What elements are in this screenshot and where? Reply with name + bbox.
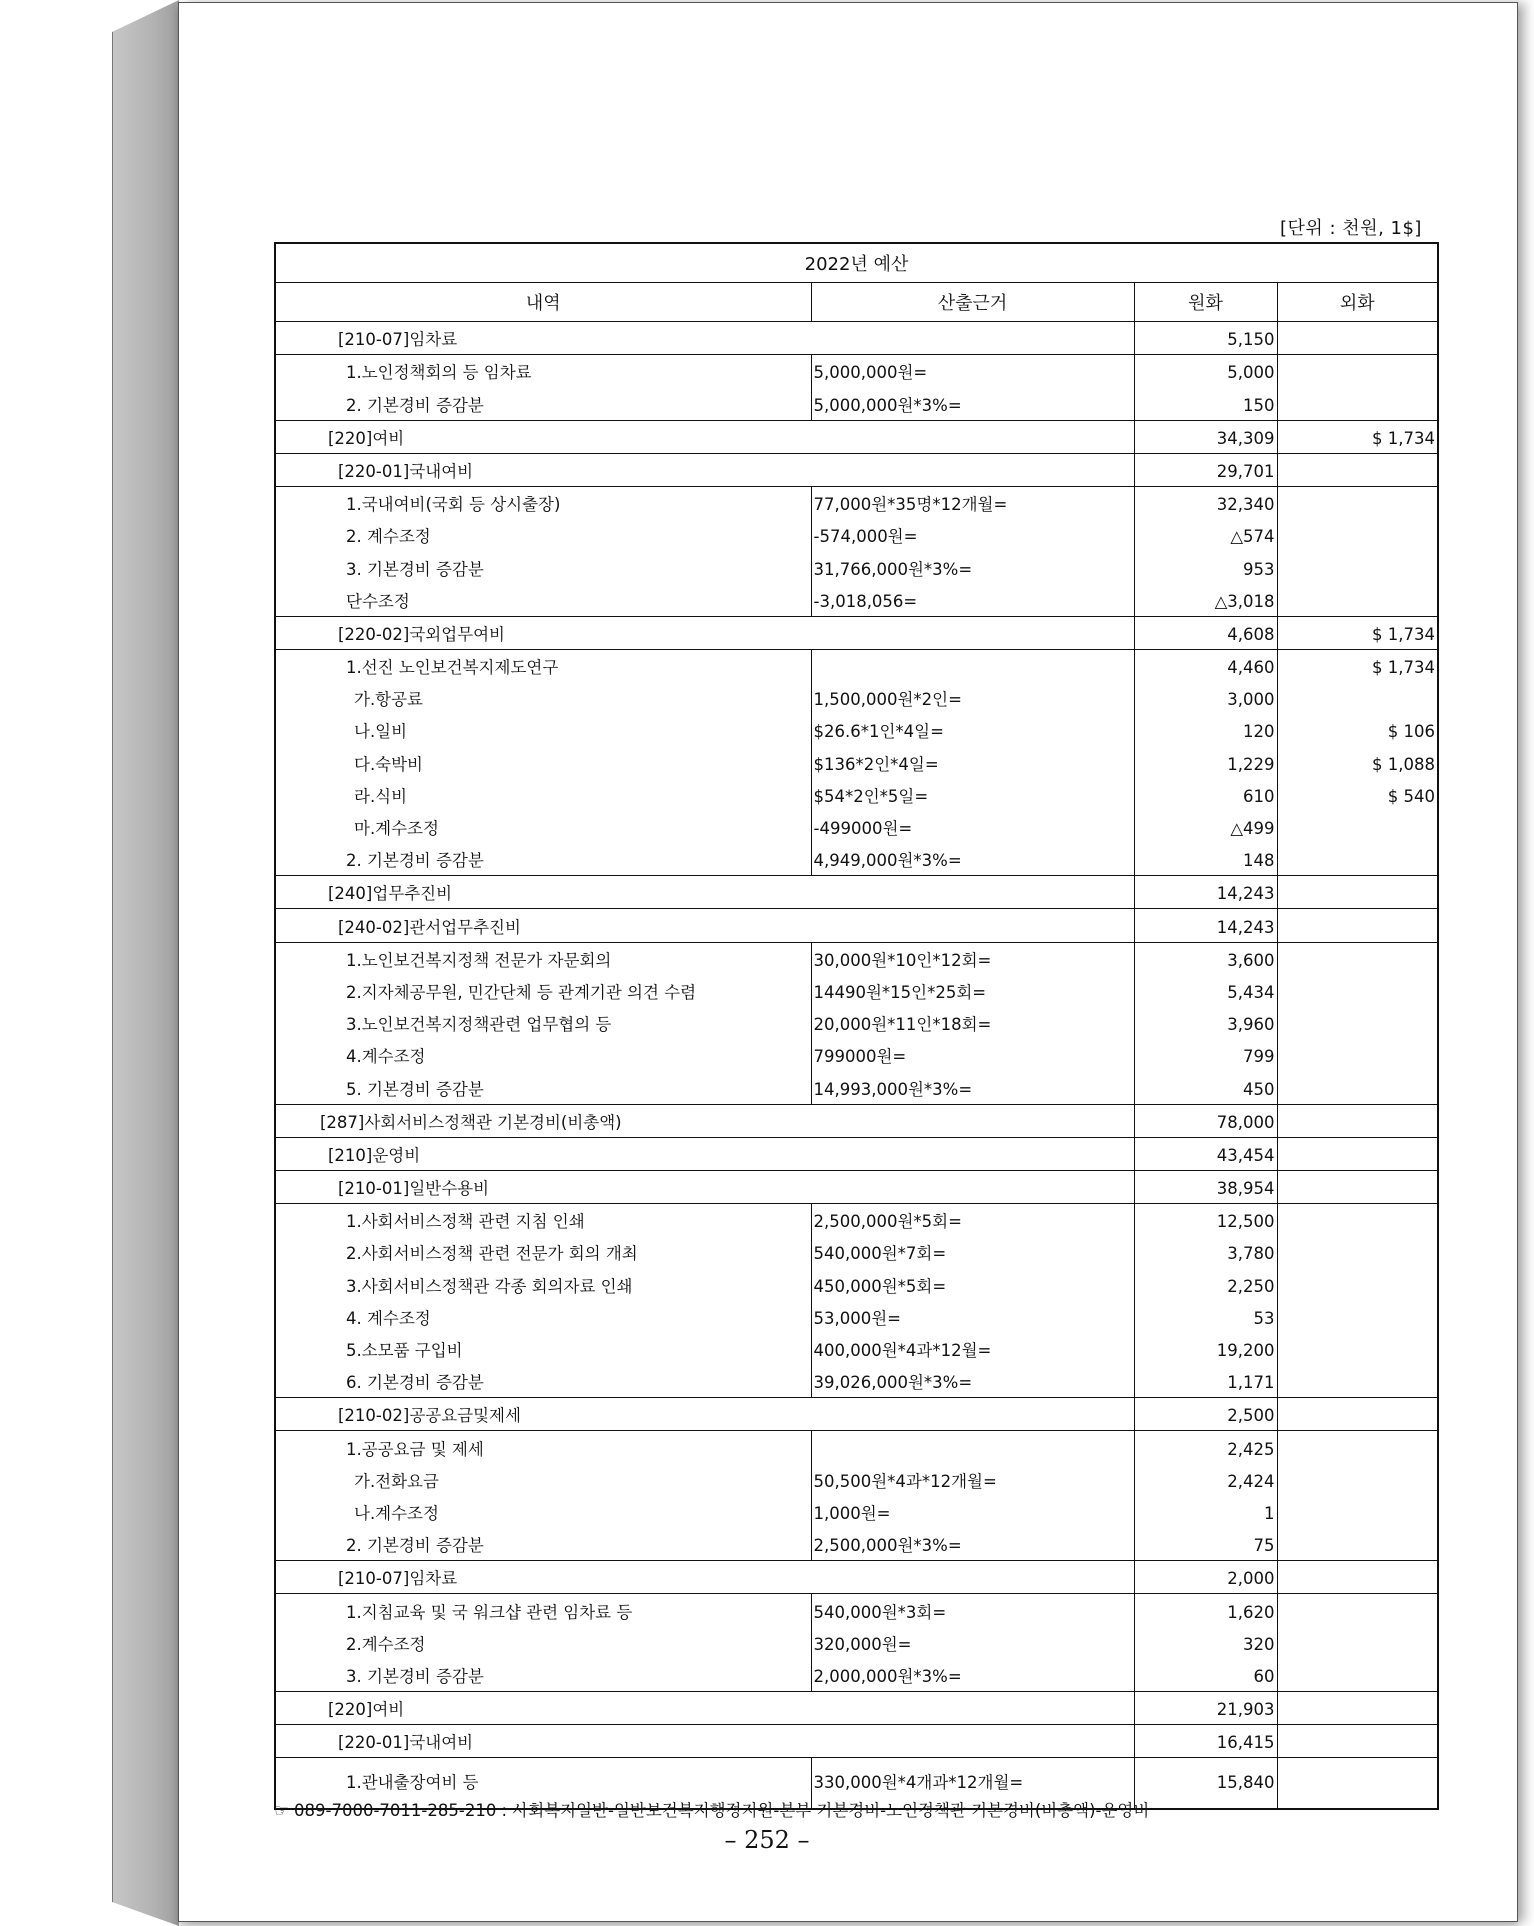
table-row [275, 1204, 1438, 1237]
row-basis: 330,000원*4개과*12개월= [811, 1758, 1134, 1810]
row-fx [1277, 1204, 1438, 1237]
row-item: 2. 기본경비 증감분 [275, 1528, 811, 1561]
row-fx [1277, 942, 1438, 975]
row-fx [1277, 1659, 1438, 1692]
row-fx [1277, 519, 1438, 551]
table-row [275, 843, 1438, 876]
row-fx [1277, 453, 1438, 486]
table-row [275, 1137, 1438, 1170]
table-title: 2022년 예산 [275, 243, 1438, 283]
row-krw: 4,608 [1134, 616, 1277, 649]
table-row [275, 1496, 1438, 1528]
row-krw: 3,000 [1134, 682, 1277, 714]
row-krw: 16,415 [1134, 1725, 1277, 1758]
row-basis: 4,949,000원*3%= [811, 843, 1134, 876]
row-fx: $ 1,088 [1277, 746, 1438, 778]
row-basis: $54*2인*5일= [811, 779, 1134, 811]
row-krw: 610 [1134, 779, 1277, 811]
table-row [275, 1301, 1438, 1333]
row-basis: 77,000원*35명*12개월= [811, 486, 1134, 519]
table-row [275, 486, 1438, 519]
row-fx [1277, 1137, 1438, 1170]
row-krw: 32,340 [1134, 486, 1277, 519]
row-item: 나.계수조정 [275, 1496, 811, 1528]
header-item: 내역 [275, 283, 811, 322]
table-row [275, 1333, 1438, 1365]
row-basis: 5,000,000원= [811, 355, 1134, 388]
row-item: 1.국내여비(국회 등 상시출장) [275, 486, 811, 519]
row-basis: 50,500원*4과*12개월= [811, 1464, 1134, 1496]
row-krw: 3,600 [1134, 942, 1277, 975]
row-basis: 799000원= [811, 1039, 1134, 1071]
row-basis: 53,000원= [811, 1301, 1134, 1333]
row-krw: △499 [1134, 811, 1277, 843]
table-row [275, 322, 1438, 355]
row-fx [1277, 1039, 1438, 1071]
row-basis: 2,000,000원*3%= [811, 1659, 1134, 1692]
row-item: 5.소모품 구입비 [275, 1333, 811, 1365]
row-fx [1277, 1561, 1438, 1594]
row-fx [1277, 1236, 1438, 1268]
row-fx [1277, 682, 1438, 714]
row-basis: 400,000원*4과*12월= [811, 1333, 1134, 1365]
table-row [275, 1464, 1438, 1496]
row-basis: 1,500,000원*2인= [811, 682, 1134, 714]
row-item: 1.관내출장여비 등 [275, 1758, 811, 1810]
row-fx [1277, 1398, 1438, 1431]
row-krw: 2,424 [1134, 1464, 1277, 1496]
row-krw: 148 [1134, 843, 1277, 876]
table-row [275, 420, 1438, 453]
table-row [275, 616, 1438, 649]
row-basis: 1,000원= [811, 1496, 1134, 1528]
table-row [275, 811, 1438, 843]
table-row [275, 1398, 1438, 1431]
row-krw: 14,243 [1134, 909, 1277, 942]
row-item: 4.계수조정 [275, 1039, 811, 1071]
table-row [275, 453, 1438, 486]
row-basis: 5,000,000원*3%= [811, 387, 1134, 420]
row-item: 마.계수조정 [275, 811, 811, 843]
row-basis: -574,000원= [811, 519, 1134, 551]
row-item: 1.공공요금 및 제세 [275, 1431, 811, 1464]
row-item: 1.노인정책회의 등 임차료 [275, 355, 811, 388]
row-krw: 1 [1134, 1496, 1277, 1528]
row-krw: 2,425 [1134, 1431, 1277, 1464]
table-row [275, 1691, 1438, 1724]
row-item: [220-01]국내여비 [275, 453, 1134, 486]
table-row [275, 1071, 1438, 1104]
row-krw: 29,701 [1134, 453, 1277, 486]
table-row [275, 1170, 1438, 1203]
row-item: [210]운영비 [275, 1137, 1134, 1170]
row-item: 2.사회서비스정책 관련 전문가 회의 개최 [275, 1236, 811, 1268]
row-krw: 34,309 [1134, 420, 1277, 453]
row-basis: 2,500,000원*5회= [811, 1204, 1134, 1237]
row-krw: △3,018 [1134, 584, 1277, 617]
row-krw: 2,500 [1134, 1398, 1277, 1431]
row-fx [1277, 551, 1438, 583]
row-item: [240]업무추진비 [275, 876, 1134, 909]
table-row [275, 682, 1438, 714]
row-krw: 953 [1134, 551, 1277, 583]
table-row [275, 1725, 1438, 1758]
row-item: 1.사회서비스정책 관련 지침 인쇄 [275, 1204, 811, 1237]
row-fx [1277, 1758, 1438, 1810]
row-item: 2. 기본경비 증감분 [275, 843, 811, 876]
row-krw: 75 [1134, 1528, 1277, 1561]
row-item: 6. 기본경비 증감분 [275, 1365, 811, 1398]
table-row [275, 649, 1438, 682]
table-row [275, 746, 1438, 778]
row-krw: 21,903 [1134, 1691, 1277, 1724]
row-fx [1277, 1594, 1438, 1627]
row-krw: 150 [1134, 387, 1277, 420]
page-number: – 252 – [724, 1826, 810, 1854]
row-krw: 1,620 [1134, 1594, 1277, 1627]
row-item: 단수조정 [275, 584, 811, 617]
row-item: 2.지자체공무원, 민간단체 등 관계기관 의견 수렴 [275, 975, 811, 1007]
row-fx [1277, 1268, 1438, 1300]
row-item: 5. 기본경비 증감분 [275, 1071, 811, 1104]
footnote: ☞ 089-7000-7011-285-210 : 사회복지일반-일반보건복지행정지원-본부 기본경비-노인정책관 기본경비(비총액)-운영비 [274, 1801, 1150, 1820]
row-krw: 3,960 [1134, 1007, 1277, 1039]
row-fx [1277, 876, 1438, 909]
row-item: 2. 기본경비 증감분 [275, 387, 811, 420]
table-row [275, 1528, 1438, 1561]
row-item: [220-01]국내여비 [275, 1725, 1134, 1758]
row-krw: 12,500 [1134, 1204, 1277, 1237]
table-row [275, 779, 1438, 811]
row-krw: 1,171 [1134, 1365, 1277, 1398]
row-fx: $ 540 [1277, 779, 1438, 811]
row-item: 4. 계수조정 [275, 1301, 811, 1333]
table-row [275, 1431, 1438, 1464]
row-item: 3. 기본경비 증감분 [275, 1659, 811, 1692]
row-basis: 14,993,000원*3%= [811, 1071, 1134, 1104]
row-item: 2. 계수조정 [275, 519, 811, 551]
row-fx [1277, 909, 1438, 942]
row-krw: 60 [1134, 1659, 1277, 1692]
row-krw: 450 [1134, 1071, 1277, 1104]
row-basis: $136*2인*4일= [811, 746, 1134, 778]
table-row [275, 1659, 1438, 1692]
row-basis: 31,766,000원*3%= [811, 551, 1134, 583]
row-item: [240-02]관서업무추진비 [275, 909, 1134, 942]
table-row [275, 876, 1438, 909]
row-item: [210-02]공공요금및제세 [275, 1398, 1134, 1431]
table-row [275, 975, 1438, 1007]
row-basis: 320,000원= [811, 1627, 1134, 1659]
row-fx [1277, 584, 1438, 617]
row-item: 3.노인보건복지정책관련 업무협의 등 [275, 1007, 811, 1039]
row-fx [1277, 1528, 1438, 1561]
row-fx [1277, 1333, 1438, 1365]
row-krw: 1,229 [1134, 746, 1277, 778]
row-fx: $ 106 [1277, 714, 1438, 746]
row-krw: 120 [1134, 714, 1277, 746]
row-fx [1277, 1170, 1438, 1203]
header-fx: 외화 [1277, 283, 1438, 322]
table-row [275, 1039, 1438, 1071]
row-krw: 5,000 [1134, 355, 1277, 388]
row-fx [1277, 1431, 1438, 1464]
row-item: 나.일비 [275, 714, 811, 746]
table-row [275, 1561, 1438, 1594]
unit-label: [단위 : 천원, 1$] [1280, 218, 1422, 239]
row-fx [1277, 1365, 1438, 1398]
row-basis: 2,500,000원*3%= [811, 1528, 1134, 1561]
row-krw: 78,000 [1134, 1104, 1277, 1137]
table-row [275, 1104, 1438, 1137]
table-row [275, 551, 1438, 583]
row-basis: $26.6*1인*4일= [811, 714, 1134, 746]
row-item: 3.사회서비스정책관 각종 회의자료 인쇄 [275, 1268, 811, 1300]
row-krw: 43,454 [1134, 1137, 1277, 1170]
row-krw: 5,434 [1134, 975, 1277, 1007]
row-fx [1277, 1627, 1438, 1659]
row-krw: 4,460 [1134, 649, 1277, 682]
row-basis: 540,000원*7회= [811, 1236, 1134, 1268]
row-fx [1277, 1464, 1438, 1496]
row-item: 1.선진 노인보건복지제도연구 [275, 649, 811, 682]
row-item: [220]여비 [275, 1691, 1134, 1724]
table-row [275, 1236, 1438, 1268]
row-fx [1277, 1104, 1438, 1137]
row-item: [210-07]임차료 [275, 1561, 1134, 1594]
row-item: [210-01]일반수용비 [275, 1170, 1134, 1203]
row-fx [1277, 1007, 1438, 1039]
row-krw: 320 [1134, 1627, 1277, 1659]
row-fx [1277, 843, 1438, 876]
row-basis [811, 1431, 1134, 1464]
row-fx [1277, 1071, 1438, 1104]
row-basis: 450,000원*5회= [811, 1268, 1134, 1300]
row-item: [220]여비 [275, 420, 1134, 453]
table-row [275, 1365, 1438, 1398]
table-row [275, 1007, 1438, 1039]
row-fx [1277, 387, 1438, 420]
table-row [275, 714, 1438, 746]
row-item: 다.숙박비 [275, 746, 811, 778]
row-item: [210-07]임차료 [275, 322, 1134, 355]
row-item: [220-02]국외업무여비 [275, 616, 1134, 649]
row-fx [1277, 486, 1438, 519]
budget-table-body [275, 322, 1438, 1810]
row-krw: 2,250 [1134, 1268, 1277, 1300]
row-krw: △574 [1134, 519, 1277, 551]
table-row [275, 942, 1438, 975]
table-row [275, 519, 1438, 551]
table-row [275, 355, 1438, 388]
row-fx [1277, 322, 1438, 355]
row-item: [287]사회서비스정책관 기본경비(비총액) [275, 1104, 1134, 1137]
table-row [275, 584, 1438, 617]
table-row [275, 1594, 1438, 1627]
row-item: 3. 기본경비 증감분 [275, 551, 811, 583]
row-basis: -3,018,056= [811, 584, 1134, 617]
row-krw: 19,200 [1134, 1333, 1277, 1365]
row-basis: 39,026,000원*3%= [811, 1365, 1134, 1398]
row-basis [811, 649, 1134, 682]
row-item: 가.항공료 [275, 682, 811, 714]
row-basis: 30,000원*10인*12회= [811, 942, 1134, 975]
book-spine [112, 0, 179, 1926]
row-fx: $ 1,734 [1277, 616, 1438, 649]
row-item: 1.지침교육 및 국 워크샵 관련 임차료 등 [275, 1594, 811, 1627]
table-row [275, 387, 1438, 420]
row-basis: 540,000원*3회= [811, 1594, 1134, 1627]
row-item: 2.계수조정 [275, 1627, 811, 1659]
row-krw: 5,150 [1134, 322, 1277, 355]
budget-table [274, 242, 1439, 1810]
row-fx [1277, 1725, 1438, 1758]
row-krw: 38,954 [1134, 1170, 1277, 1203]
row-item: 1.노인보건복지정책 전문가 자문회의 [275, 942, 811, 975]
header-basis: 산출근거 [811, 283, 1134, 322]
row-fx: $ 1,734 [1277, 420, 1438, 453]
row-krw: 2,000 [1134, 1561, 1277, 1594]
table-row [275, 1627, 1438, 1659]
table-row [275, 1268, 1438, 1300]
row-basis: 14490원*15인*25회= [811, 975, 1134, 1007]
row-krw: 14,243 [1134, 876, 1277, 909]
row-fx [1277, 1496, 1438, 1528]
row-fx [1277, 355, 1438, 388]
row-fx [1277, 1301, 1438, 1333]
row-item: 가.전화요금 [275, 1464, 811, 1496]
row-fx: $ 1,734 [1277, 649, 1438, 682]
row-fx [1277, 811, 1438, 843]
row-basis: -499000원= [811, 811, 1134, 843]
row-krw: 799 [1134, 1039, 1277, 1071]
table-row [275, 909, 1438, 942]
row-basis: 20,000원*11인*18회= [811, 1007, 1134, 1039]
header-krw: 원화 [1134, 283, 1277, 322]
row-krw: 53 [1134, 1301, 1277, 1333]
row-krw: 3,780 [1134, 1236, 1277, 1268]
row-fx [1277, 975, 1438, 1007]
row-krw: 15,840 [1134, 1758, 1277, 1810]
row-fx [1277, 1691, 1438, 1724]
row-item: 라.식비 [275, 779, 811, 811]
